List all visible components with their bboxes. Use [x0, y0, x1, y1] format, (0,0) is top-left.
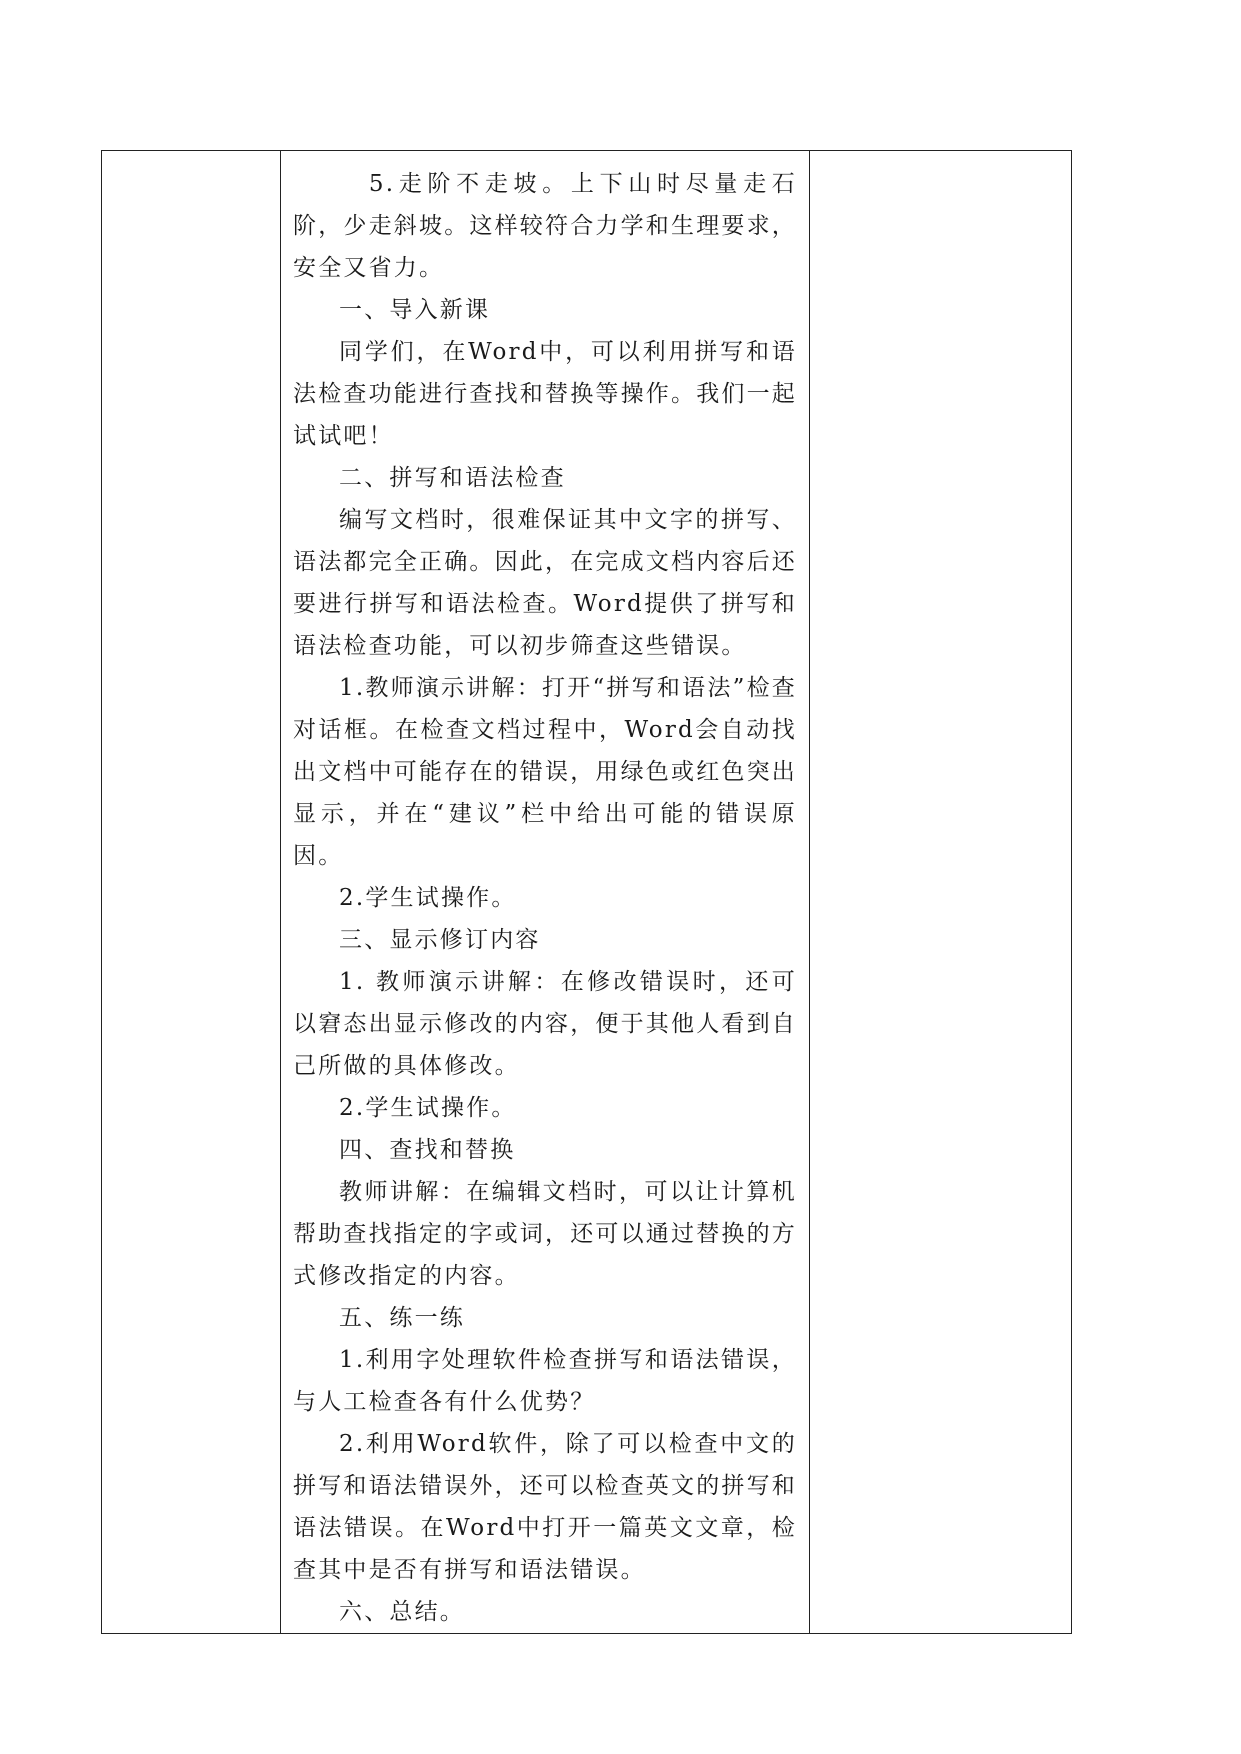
heading-spell-check: 二、拼写和语法检查: [339, 465, 566, 491]
heading-practice: 五、练一练: [339, 1305, 465, 1331]
heading-summary: 六、总结。: [339, 1599, 465, 1625]
lesson-plan-table: [101, 150, 1072, 1634]
content-column-cell: [281, 151, 810, 1634]
paragraph-teacher-demo-2: 1. 教师演示讲解：在修改错误时，还可以窘态出显示修改的内容，便于其他人看到自己所做的具体修改。: [293, 969, 797, 1079]
heading-track-changes: 三、显示修订内容: [339, 927, 541, 953]
paragraph-teacher-demo-1: 1.教师演示讲解：打开“拼写和语法”检查对话框。在检查文档过程中，Word会自动找出文档中可能存在的错误，用绿色或红色突出显示，并在“建议”栏中给出可能的错误原因。: [293, 675, 797, 869]
paragraph-step5: 5.走阶不走坡。上下山时尽量走石阶，少走斜坡。这样较符合力学和生理要求，安全又省力。: [293, 171, 797, 281]
right-column-cell: [810, 151, 1072, 1634]
paragraph-practice-1: 1.利用字处理软件检查拼写和语法错误，与人工检查各有什么优势？: [293, 1347, 797, 1415]
lesson-content: [281, 151, 809, 1633]
paragraph-intro: 同学们，在Word中，可以利用拼写和语法检查功能进行查找和替换等操作。我们一起试试吧！: [293, 339, 797, 449]
heading-find-replace: 四、查找和替换: [339, 1137, 516, 1163]
heading-intro: 一、导入新课: [339, 297, 491, 323]
table-row: [102, 151, 1072, 1634]
paragraph-spell-check: 编写文档时，很难保证其中文字的拼写、语法都完全正确。因此，在完成文档内容后还要进行拼写和语法检查。Word提供了拼写和语法检查功能，可以初步筛查这些错误。: [293, 507, 797, 659]
paragraph-student-practice-2: 2.学生试操作。: [339, 1095, 517, 1121]
paragraph-practice-2: 2.利用Word软件，除了可以检查中文的拼写和语法错误外，还可以检查英文的拼写和语法错误。在Word中打开一篇英文文章，检查其中是否有拼写和语法错误。: [293, 1431, 797, 1583]
paragraph-find-replace: 教师讲解：在编辑文档时，可以让计算机帮助查找指定的字或词，还可以通过替换的方式修改指定的内容。: [293, 1179, 797, 1289]
paragraph-student-practice-1: 2.学生试操作。: [339, 885, 517, 911]
left-column-cell: [102, 151, 281, 1634]
